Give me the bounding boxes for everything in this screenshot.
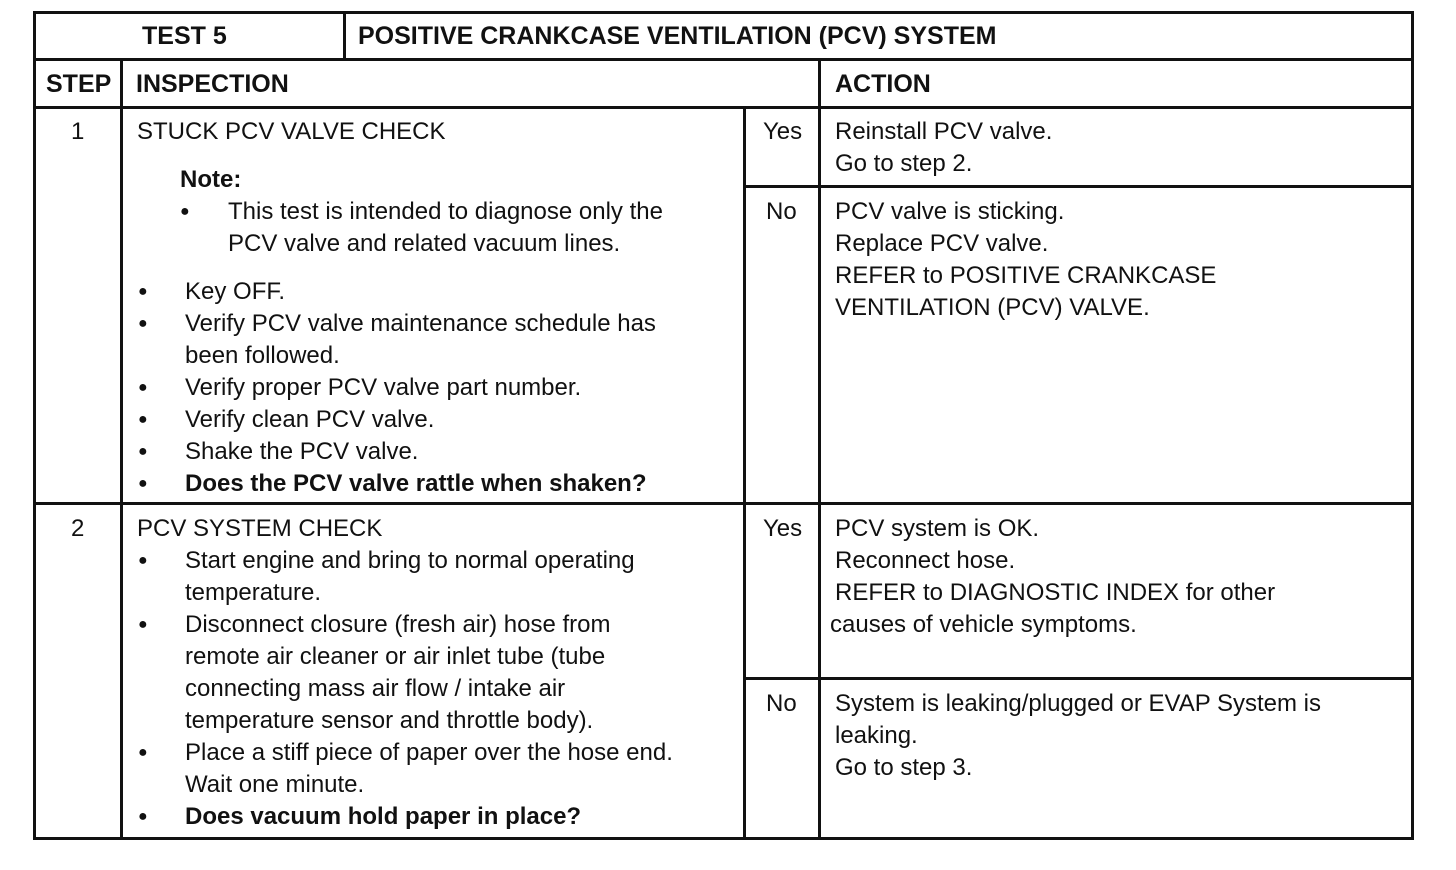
step-1-bullet: been followed.: [185, 342, 340, 369]
col-step: STEP: [46, 70, 112, 98]
rule-step1-bottom: [33, 502, 1414, 505]
rule-header-divider: [343, 11, 346, 60]
bullet-icon: ●: [138, 552, 148, 569]
step-2-no-action: leaking.: [835, 722, 918, 749]
step-1-number: 1: [71, 118, 85, 145]
step-2-bullet: temperature sensor and throttle body).: [185, 707, 594, 734]
step-1-bullet: Verify PCV valve maintenance schedule has: [185, 310, 656, 337]
step-1-question: Does the PCV valve rattle when shaken?: [185, 470, 647, 497]
rule-step1-yes-no: [745, 185, 1414, 188]
step-2-bullet: Disconnect closure (fresh air) hose from: [185, 611, 611, 638]
step-2-bullet: remote air cleaner or air inlet tube (tube: [185, 643, 606, 670]
test-label: TEST 5: [142, 22, 227, 50]
step-1-title: STUCK PCV VALVE CHECK: [137, 118, 446, 145]
step-1-bullet: Shake the PCV valve.: [185, 438, 419, 465]
step-1-bullet: Key OFF.: [185, 278, 286, 305]
bullet-icon: ●: [138, 443, 148, 460]
step-1-no-action: PCV valve is sticking.: [835, 198, 1065, 225]
rule-colhead-bottom: [33, 106, 1414, 109]
step-1-no-label: No: [766, 198, 797, 225]
bullet-icon: ●: [138, 379, 148, 396]
step-1-no-action: VENTILATION (PCV) VALVE.: [835, 294, 1150, 321]
step-2-bullet: Place a stiff piece of paper over the hose end.: [185, 739, 673, 766]
bullet-icon: ●: [138, 616, 148, 633]
step-2-bullet: Start engine and bring to normal operating: [185, 547, 635, 574]
step-2-no-action: System is leaking/plugged or EVAP System is: [835, 690, 1321, 717]
bullet-icon: ●: [138, 411, 148, 428]
step-2-yes-action: PCV system is OK.: [835, 515, 1040, 542]
bullet-icon: ●: [138, 315, 148, 332]
step-1-no-action: Replace PCV valve.: [835, 230, 1049, 257]
test-title: POSITIVE CRANKCASE VENTILATION (PCV) SYSTEM: [358, 22, 997, 50]
step-2-yes-action: Reconnect hose.: [835, 547, 1016, 574]
rule-step-col: [120, 58, 123, 840]
rule-header-bottom: [33, 58, 1414, 61]
step-1-yes-label: Yes: [763, 118, 803, 145]
bullet-icon: ●: [180, 203, 190, 220]
step-2-question: Does vacuum hold paper in place?: [185, 803, 582, 830]
bullet-icon: ●: [138, 283, 148, 300]
rule-yesno-col: [743, 106, 746, 840]
step-1-no-action: REFER to POSITIVE CRANKCASE: [835, 262, 1217, 289]
step-2-yes-action: REFER to DIAGNOSTIC INDEX for other: [835, 579, 1276, 606]
rule-step2-yes-no: [745, 677, 1414, 680]
step-1-yes-action: Reinstall PCV valve.: [835, 118, 1053, 145]
step-1-yes-action: Go to step 2.: [835, 150, 973, 177]
step-2-no-action: Go to step 3.: [835, 754, 973, 781]
step-2-yes-label: Yes: [763, 515, 803, 542]
step-2-title: PCV SYSTEM CHECK: [137, 515, 383, 542]
step-2-bullet: connecting mass air flow / intake air: [185, 675, 566, 702]
col-inspection: INSPECTION: [136, 70, 289, 98]
rule-action-col: [818, 58, 821, 840]
step-1-note-label: Note:: [180, 166, 242, 193]
step-2-number: 2: [71, 515, 85, 542]
bullet-icon: ●: [138, 744, 148, 761]
step-2-no-label: No: [766, 690, 797, 717]
step-2-bullet: Wait one minute.: [185, 771, 365, 798]
step-1-note-line: This test is intended to diagnose only the: [228, 198, 663, 225]
step-2-bullet: temperature.: [185, 579, 322, 606]
step-1-bullet: Verify clean PCV valve.: [185, 406, 435, 433]
step-1-bullet: Verify proper PCV valve part number.: [185, 374, 582, 401]
step-1-note-line: PCV valve and related vacuum lines.: [228, 230, 621, 257]
bullet-icon: ●: [138, 475, 148, 492]
bullet-icon: ●: [138, 808, 148, 825]
step-2-yes-action: causes of vehicle symptoms.: [830, 611, 1137, 638]
col-action: ACTION: [835, 70, 931, 98]
